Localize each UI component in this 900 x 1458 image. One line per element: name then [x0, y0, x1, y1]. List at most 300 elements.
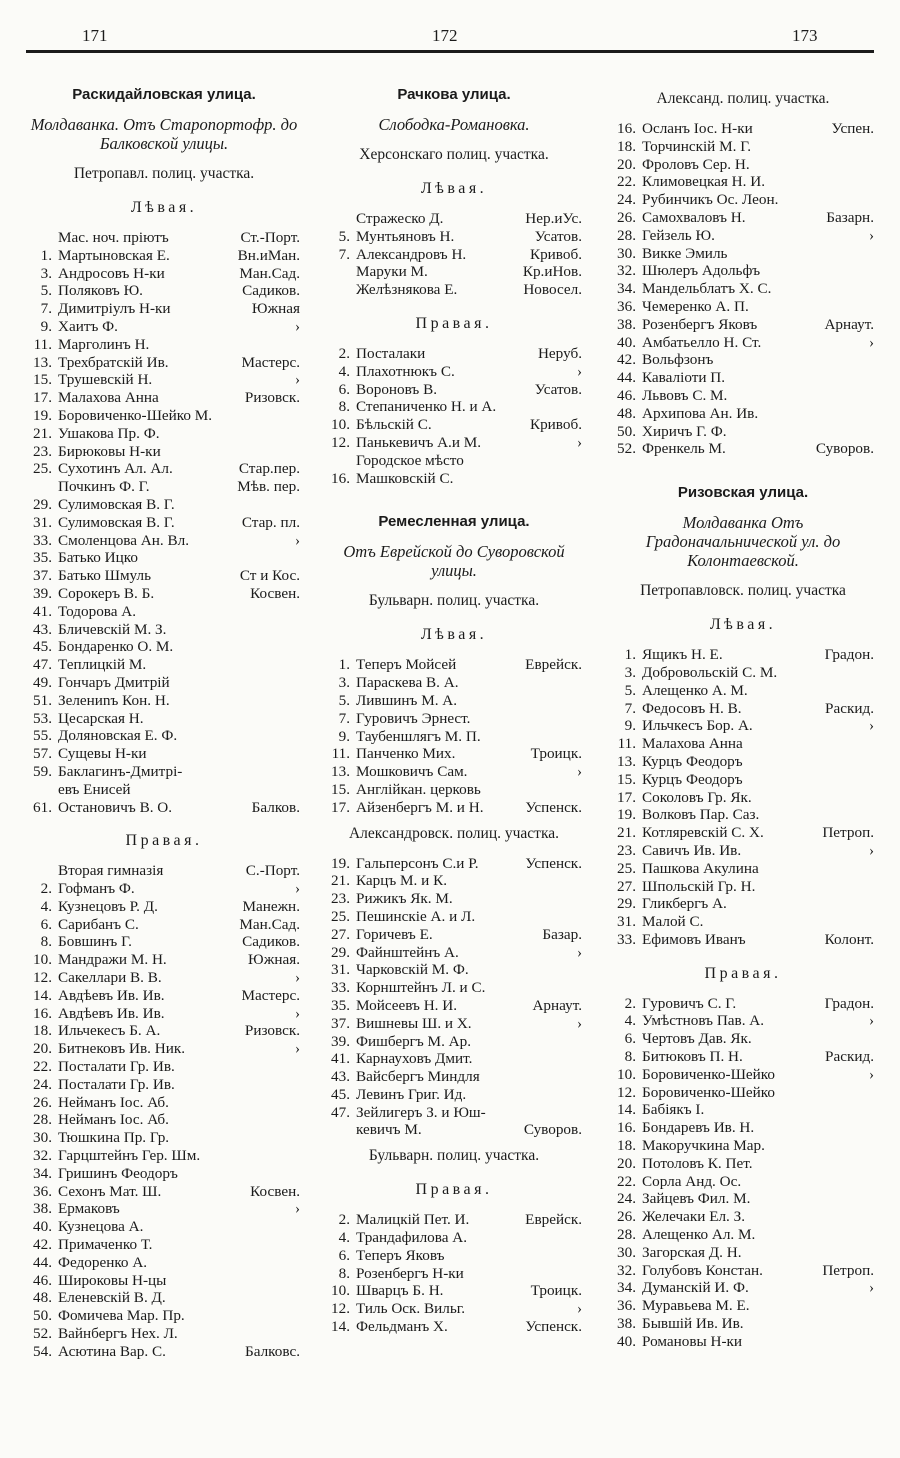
cross-street: › [576, 763, 582, 781]
list-entry [28, 763, 300, 781]
cross-street: Косвен. [250, 1182, 300, 1200]
cross-street: Новосел. [523, 281, 582, 299]
house-number: 23. [33, 442, 52, 460]
list-entry [612, 1173, 874, 1191]
owner-name: Сорокеръ В. Б. [58, 584, 155, 602]
house-number: 39. [331, 1032, 350, 1050]
owner-name: Думанскій И. Ф. [642, 1279, 749, 1297]
owner-name: Мас. ноч. пріютъ [58, 229, 169, 246]
cross-street [578, 979, 582, 997]
list-entry [28, 1076, 300, 1094]
cross-street [296, 745, 300, 763]
list-entry [612, 842, 874, 860]
list-entry [326, 416, 582, 434]
list-entry [612, 1155, 874, 1173]
cross-street: › [868, 1279, 874, 1297]
cross-street [870, 298, 874, 316]
cross-street: Суворов. [523, 1121, 582, 1139]
cross-street: Суворов. [815, 440, 874, 458]
cross-street [870, 245, 874, 263]
cross-street: Стар. пл. [241, 513, 300, 531]
house-number: 5. [338, 227, 350, 245]
list-entry [28, 1254, 300, 1272]
page-number-left: 171 [82, 26, 108, 45]
house-number: 6. [624, 1030, 636, 1048]
list-entry [612, 1226, 874, 1244]
house-number: 16. [617, 120, 636, 137]
cross-street: Вн.иМан. [237, 246, 300, 264]
list-entry [28, 710, 300, 728]
house-number: 11. [617, 735, 636, 753]
owner-name: Бѣльскій С. [356, 416, 432, 434]
list-entry [612, 1208, 874, 1226]
cross-street: Садиков. [242, 933, 300, 951]
cross-street [870, 405, 874, 423]
list-entry [326, 1068, 582, 1086]
list-entry [612, 995, 874, 1013]
house-number: 10. [331, 416, 350, 434]
cross-street [296, 1058, 300, 1076]
cross-street: Градон. [824, 994, 874, 1012]
owner-name: Сорла Анд. Ос. [642, 1172, 742, 1190]
house-number: 35. [33, 549, 52, 567]
house-number: 24. [617, 191, 636, 209]
house-number: 7. [40, 300, 52, 318]
house-number: 52. [617, 440, 636, 458]
owner-name: Примаченко Т. [58, 1236, 153, 1254]
cross-street [578, 1104, 582, 1122]
house-number: 36. [617, 1297, 636, 1315]
list-entry [612, 1315, 874, 1333]
list-entry [612, 717, 874, 735]
owner-name: Ящикъ Н. Е. [642, 646, 723, 664]
owner-name: Панченко Мих. [356, 745, 456, 763]
cross-street [578, 674, 582, 692]
cross-street [296, 496, 300, 514]
list-entry [326, 281, 582, 299]
column-left [28, 60, 300, 1361]
cross-street [296, 1094, 300, 1112]
house-number: 19. [331, 854, 350, 872]
house-number [28, 781, 52, 799]
house-number: 14. [33, 986, 52, 1004]
house-number: 19. [33, 406, 52, 424]
cross-street: Базарн. [826, 208, 874, 226]
list-entry [28, 987, 300, 1005]
list-entry [612, 931, 874, 949]
house-number: 23. [331, 890, 350, 908]
owner-name: Алещенко Ал. М. [642, 1226, 756, 1244]
list-entry [28, 1147, 300, 1165]
owner-name: Шпольскій Гр. Н. [642, 877, 756, 895]
cross-street [578, 1033, 582, 1051]
list-entry [28, 1022, 300, 1040]
list-entry [28, 354, 300, 372]
cross-street [870, 878, 874, 896]
house-number: 5. [624, 681, 636, 699]
list-entry [612, 1048, 874, 1066]
list-entry [612, 806, 874, 824]
list-entry [612, 245, 874, 263]
page-number-center: 172 [432, 26, 458, 45]
house-number [28, 862, 52, 880]
house-number: 13. [331, 763, 350, 781]
owner-name: Зайцевъ Фил. М. [642, 1190, 751, 1208]
police-district: Херсонскаго полиц. участка. [359, 146, 549, 163]
cross-street: Успенск. [525, 1318, 582, 1336]
house-number: 12. [331, 1300, 350, 1318]
cross-street: › [294, 317, 300, 335]
cross-street [870, 1084, 874, 1102]
house-number: 12. [331, 433, 350, 451]
list-entry [28, 880, 300, 898]
owner-name: Андросовъ Н-ки [58, 264, 165, 282]
list-entry [612, 860, 874, 878]
cross-street: Усатов. [534, 380, 582, 398]
owner-name: Бирюковы Н-ки [58, 442, 161, 460]
cross-street: Успен. [831, 120, 874, 137]
list-entry [326, 398, 582, 416]
cross-street [870, 806, 874, 824]
house-number: 26. [617, 208, 636, 226]
house-number: 21. [617, 824, 636, 842]
list-entry [326, 728, 582, 746]
house-number: 38. [617, 315, 636, 333]
owner-name: Гейзель Ю. [642, 226, 715, 244]
house-number: 16. [33, 1004, 52, 1022]
cross-street: › [868, 717, 874, 735]
owner-name: Вторая гимназія [58, 862, 164, 880]
cross-street: Ман.Сад. [239, 915, 300, 933]
list-entry [612, 753, 874, 771]
list-entry [326, 1211, 582, 1229]
cross-street [870, 423, 874, 441]
cross-street: Петроп. [822, 824, 874, 842]
street-side-heading: Лѣвая. [709, 616, 777, 634]
house-number: 6. [40, 915, 52, 933]
house-number: 39. [33, 584, 52, 602]
house-number: 1. [338, 656, 350, 674]
owner-name: Таубеншлягъ М. П. [356, 727, 481, 745]
cross-street [296, 1076, 300, 1094]
cross-street [578, 1265, 582, 1283]
owner-name: Горичевъ Е. [356, 925, 433, 943]
owner-name: Вайнбергъ Нех. Л. [58, 1325, 178, 1343]
list-entry [612, 209, 874, 227]
owner-name: Сущевы Н-ки [58, 745, 147, 763]
house-number: 9. [40, 317, 52, 335]
list-entry [612, 1012, 874, 1030]
owner-name: Викке Эмиль [642, 244, 728, 262]
list-entry [612, 878, 874, 896]
cross-street: › [868, 226, 874, 244]
house-number: 52. [33, 1325, 52, 1343]
cross-street: Кр.иНов. [522, 263, 582, 281]
owner-name: Пашкова Акулина [642, 859, 759, 877]
list-entry [326, 452, 582, 470]
house-number: 3. [40, 264, 52, 282]
house-number: 40. [617, 333, 636, 351]
house-number: 45. [33, 638, 52, 656]
house-number: 15. [331, 780, 350, 798]
house-number: 13. [33, 353, 52, 371]
house-number: 29. [617, 895, 636, 913]
list-entry [326, 470, 582, 488]
list-entry [28, 951, 300, 969]
house-number: 20. [617, 155, 636, 173]
house-number: 3. [338, 674, 350, 692]
police-district: Александровск. полиц. участка. [348, 824, 559, 842]
cross-street: Мѣв. пер. [237, 478, 300, 496]
street-side-heading: Лѣвая. [130, 199, 198, 216]
cross-street: › [294, 1200, 300, 1218]
list-entry [326, 908, 582, 926]
cross-street: Южная [251, 300, 300, 318]
owner-name: Англійкан. церковь [356, 780, 481, 798]
list-entry [28, 532, 300, 550]
cross-street: Балковс. [245, 1342, 300, 1360]
owner-name: Бондаренко О. М. [58, 638, 174, 656]
cross-street [870, 1315, 874, 1333]
house-number: 8. [338, 1264, 350, 1282]
list-entry [28, 1165, 300, 1183]
owner-name: Гарцштейнъ Гер. Шм. [58, 1147, 201, 1165]
house-number [326, 1121, 350, 1139]
list-entry [612, 895, 874, 913]
street-description: Молдаванка. Отъ Старопортофр. до Балковской улицы. [30, 115, 298, 153]
list-entry [28, 1325, 300, 1343]
house-number: 18. [617, 1137, 636, 1155]
owner-name: Александровъ Н. [356, 245, 467, 263]
cross-street [578, 452, 582, 470]
list-entry [326, 1318, 582, 1336]
owner-name: Малой С. [642, 913, 704, 931]
owner-name: Городское мѣсто [356, 451, 464, 469]
owner-name: Соколовъ Гр. Як. [642, 788, 752, 806]
list-entry [612, 262, 874, 280]
list-entry [326, 434, 582, 452]
house-number: 44. [33, 1253, 52, 1271]
cross-street [296, 1165, 300, 1183]
owner-name: Плахотнюкъ С. [356, 362, 455, 380]
house-number: 25. [617, 859, 636, 877]
house-number: 34. [33, 1164, 52, 1182]
house-number: 50. [33, 1307, 52, 1325]
list-entry [28, 1129, 300, 1147]
owner-name: Авдѣевъ Ив. Ив. [58, 986, 165, 1004]
cross-street: Арнаут. [532, 996, 582, 1014]
house-number: 33. [33, 531, 52, 549]
owner-name: Карцъ М. и К. [356, 872, 447, 890]
owner-name: Тюшкина Пр. Гр. [58, 1129, 170, 1147]
list-entry [28, 282, 300, 300]
owner-name: Желѣзнякова Е. [356, 281, 458, 299]
owner-name: кевичъ М. [356, 1121, 422, 1139]
owner-name: Посталаки [356, 344, 426, 362]
house-number: 3. [624, 663, 636, 681]
list-entry [612, 1119, 874, 1137]
owner-name: Желечаки Ел. З. [642, 1208, 746, 1226]
owner-name: Карнауховъ Дмит. [356, 1050, 473, 1068]
cross-street [870, 664, 874, 682]
list-entry [28, 1183, 300, 1201]
house-number: 36. [33, 1182, 52, 1200]
list-entry [28, 567, 300, 585]
owner-name: Рубинчикъ Ос. Леон. [642, 191, 779, 209]
house-number: 1. [40, 246, 52, 264]
house-number: 31. [617, 913, 636, 931]
owner-name: Архипова Ан. Ив. [642, 404, 759, 422]
owner-name: Теперъ Яковъ [356, 1246, 445, 1264]
list-entry [326, 674, 582, 692]
list-entry [612, 138, 874, 156]
house-number: 51. [33, 691, 52, 709]
house-number: 13. [617, 752, 636, 770]
house-number: 47. [331, 1103, 350, 1121]
street-title: Ризовская улица. [677, 484, 809, 502]
list-entry [612, 1190, 874, 1208]
list-entry [326, 1247, 582, 1265]
street-title: Раскидайловская улица. [72, 86, 256, 103]
owner-name: Федосовъ Н. В. [642, 699, 742, 717]
cross-street: › [294, 1040, 300, 1058]
house-number: 37. [331, 1014, 350, 1032]
cross-street [870, 1190, 874, 1208]
owner-name: Шюлеръ Адольфъ [642, 262, 761, 280]
cross-street [870, 1173, 874, 1191]
list-entry [28, 1236, 300, 1254]
house-number: 25. [33, 460, 52, 478]
list-entry [326, 710, 582, 728]
house-number: 12. [33, 969, 52, 987]
page-number-right: 173 [792, 26, 818, 45]
cross-street [296, 425, 300, 443]
list-entry [28, 933, 300, 951]
cross-street [296, 727, 300, 745]
cross-street [870, 138, 874, 156]
house-number: 43. [33, 620, 52, 638]
list-entry [612, 913, 874, 931]
house-number: 4. [624, 1012, 636, 1030]
owner-name: Гуровичъ С. Г. [642, 994, 737, 1012]
house-number: 20. [33, 1040, 52, 1058]
cross-street [578, 908, 582, 926]
owner-name: Теперъ Мойсей [356, 656, 457, 674]
header-rule [26, 50, 874, 53]
list-entry [612, 682, 874, 700]
list-entry [326, 890, 582, 908]
list-entry [28, 745, 300, 763]
house-number: 1. [624, 646, 636, 664]
house-number: 30. [617, 244, 636, 262]
list-entry [28, 638, 300, 656]
house-number: 17. [617, 788, 636, 806]
house-number [326, 452, 350, 470]
house-number: 29. [33, 495, 52, 513]
cross-street [870, 1155, 874, 1173]
list-entry [28, 371, 300, 389]
house-number: 53. [33, 709, 52, 727]
list-entry [28, 1111, 300, 1129]
list-entry [28, 674, 300, 692]
house-number: 8. [40, 933, 52, 951]
house-number: 38. [617, 1315, 636, 1333]
list-entry [28, 247, 300, 265]
owner-name: Стражеско Д. [356, 210, 444, 227]
cross-street: › [294, 371, 300, 389]
owner-name: Алещенко А. М. [642, 681, 748, 699]
cross-street: Балков. [251, 798, 300, 816]
house-number: 36. [617, 297, 636, 315]
list-entry [28, 585, 300, 603]
house-number: 21. [331, 872, 350, 890]
house-number: 10. [331, 1282, 350, 1300]
owner-name: Добровольскій С. М. [642, 663, 778, 681]
list-entry [28, 478, 300, 496]
list-entry [28, 514, 300, 532]
cross-street [870, 262, 874, 280]
cross-street [870, 913, 874, 931]
house-number: 14. [617, 1101, 636, 1119]
owner-name: Гликбергъ А. [642, 895, 727, 913]
cross-street [578, 692, 582, 710]
house-number: 10. [33, 951, 52, 969]
list-entry [612, 280, 874, 298]
list-entry [28, 318, 300, 336]
owner-name: Сехонъ Мат. Ш. [58, 1182, 162, 1200]
house-number: 9. [338, 727, 350, 745]
owner-name: Битюковъ П. Н. [642, 1048, 743, 1066]
cross-street [870, 1101, 874, 1119]
owner-name: Мандражи М. Н. [58, 951, 167, 969]
cross-street [296, 1129, 300, 1147]
list-entry [612, 387, 874, 405]
house-number: 32. [33, 1147, 52, 1165]
list-entry [612, 664, 874, 682]
owner-name: Боровиченко-Шейко М. [58, 406, 213, 424]
cross-street: Южная. [248, 951, 300, 969]
list-entry [28, 781, 300, 799]
house-number: 2. [40, 880, 52, 898]
owner-name: Сулимовская В. Г. [58, 513, 175, 531]
list-entry [28, 727, 300, 745]
owner-name: Боровиченко-Шейко [642, 1065, 775, 1083]
owner-name: Маруки М. [356, 263, 428, 281]
list-entry [28, 969, 300, 987]
house-number [326, 210, 350, 228]
cross-street: С.-Порт. [245, 862, 300, 880]
owner-name: Умѣстновъ Пав. А. [642, 1012, 765, 1030]
owner-name: Львовъ С. М. [642, 386, 728, 404]
house-number: 22. [617, 173, 636, 191]
cross-street: Арнаут. [824, 315, 874, 333]
house-number: 16. [617, 1119, 636, 1137]
house-number: 48. [33, 1289, 52, 1307]
police-district: Петропавловск. полиц. участка [640, 582, 846, 600]
house-number: 43. [331, 1068, 350, 1086]
house-number: 6. [338, 380, 350, 398]
house-number: 5. [40, 282, 52, 300]
cross-street: › [576, 433, 582, 451]
house-number: 7. [338, 709, 350, 727]
owner-name: Гуровичъ Эрнест. [356, 709, 471, 727]
list-entry [612, 173, 874, 191]
owner-name: Бабіякъ І. [642, 1101, 705, 1119]
list-entry [326, 363, 582, 381]
list-entry [612, 191, 874, 209]
owner-name: Чарковскій М. Ф. [356, 961, 469, 979]
police-district: Александ. полиц. участка. [656, 90, 830, 107]
